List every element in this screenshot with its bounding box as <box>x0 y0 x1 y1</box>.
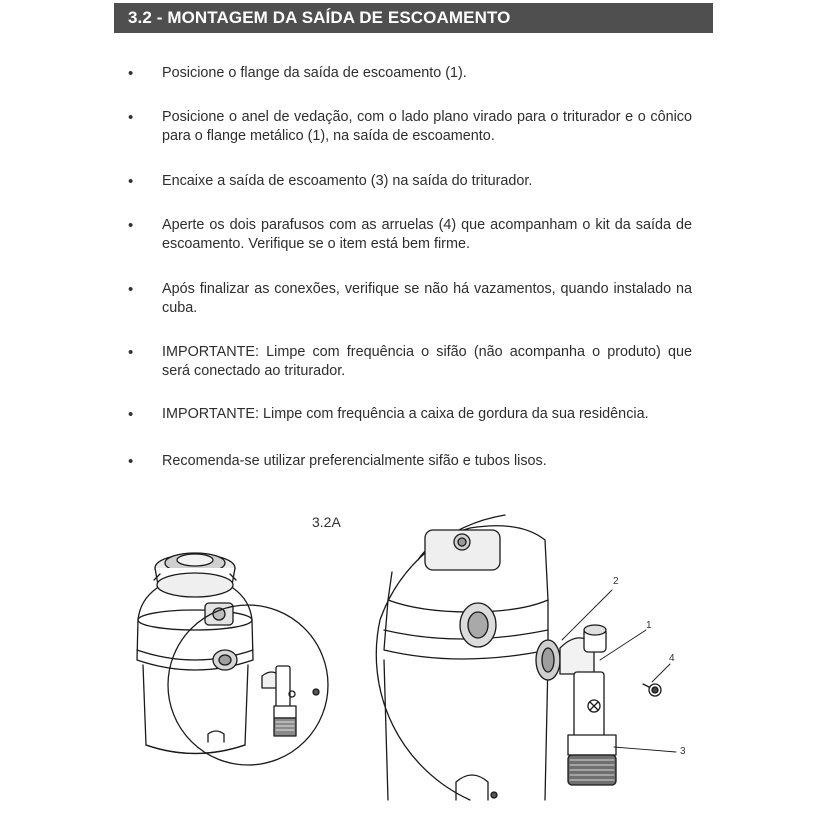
callout-label: 3 <box>680 746 686 757</box>
callout-label: 4 <box>669 653 675 664</box>
list-item: Aperte os dois parafusos com as arruelas (4) que acompanham o kit da saída de escoamento. Verifique se o item está bem firme. <box>162 217 692 252</box>
bullet-icon: • <box>128 217 134 234</box>
list-item: IMPORTANTE: Limpe com frequência o sifão (não acompanha o produto) que será conectado ao triturador. <box>162 344 692 379</box>
figure-label: 3.2A <box>312 514 341 530</box>
bullet-icon: • <box>128 109 134 126</box>
bullet-icon: • <box>128 453 134 470</box>
list-item: Recomenda-se utilizar preferencialmente sifão e tubos lisos. <box>162 453 547 469</box>
disposer-unit-drawing <box>137 553 328 765</box>
list-item: IMPORTANTE: Limpe com frequência a caixa de gordura da sua residência. <box>162 406 649 422</box>
bullet-icon: • <box>128 281 134 298</box>
callout-label: 2 <box>613 576 619 587</box>
callout-label: 1 <box>646 620 652 631</box>
list-item: Após finalizar as conexões, verifique se não há vazamentos, quando instalado na cuba. <box>162 281 692 316</box>
list-item: Posicione o anel de vedação, com o lado plano virado para o triturador e o cônico para o flange metálico (1), na saída de escoamento. <box>162 109 692 144</box>
detail-view-drawing <box>376 515 676 800</box>
bullet-icon: • <box>128 173 134 190</box>
list-item: Encaixe a saída de escoamento (3) na saída do triturador. <box>162 173 533 189</box>
bullet-icon: • <box>128 344 134 361</box>
list-item: Posicione o flange da saída de escoamento (1). <box>162 65 467 81</box>
section-title: 3.2 - MONTAGEM DA SAÍDA DE ESCOAMENTO <box>114 3 713 33</box>
bullet-icon: • <box>128 406 134 423</box>
bullet-icon: • <box>128 65 134 82</box>
